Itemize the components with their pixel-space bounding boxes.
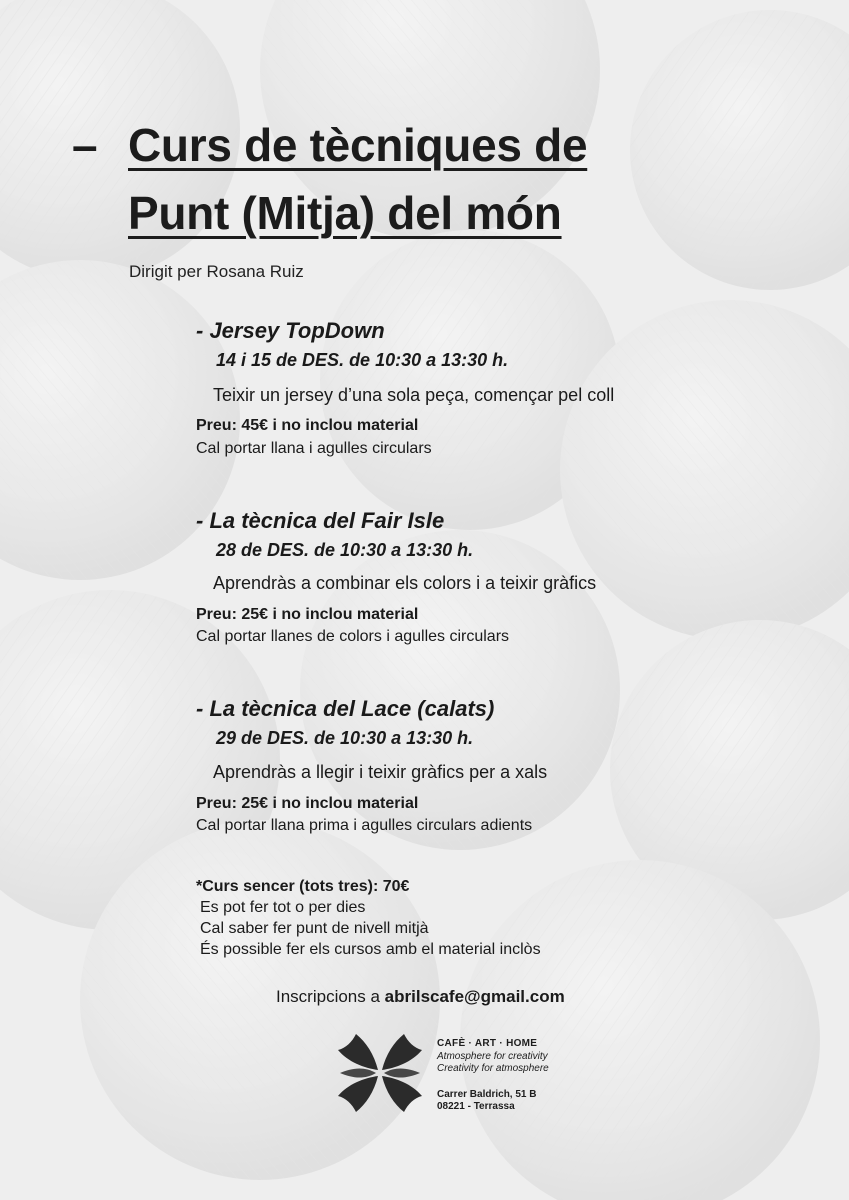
course-description: Aprendràs a llegir i teixir gràfics per a xals <box>213 762 548 782</box>
full-course-note: Cal saber fer punt de nivell mitjà <box>200 920 429 937</box>
signup-email-link[interactable]: abrilscafe@gmail.com <box>384 987 565 1006</box>
title-line-2: Punt (Mitja) del món <box>128 187 562 239</box>
brand-tagline-1: Atmosphere for creativity <box>437 1050 548 1062</box>
signup-line <box>276 987 565 1007</box>
course-requirements: Cal portar llana i agulles circulars <box>196 440 432 457</box>
title-line-1: Curs de tècniques de <box>128 119 588 171</box>
course-requirements: Cal portar llanes de colors i agulles circulars <box>196 628 510 645</box>
course-title: - La tècnica del Fair Isle <box>196 508 445 533</box>
course-date: 28 de DES. de 10:30 a 13:30 h. <box>216 540 474 560</box>
four-petal-flower-icon <box>334 1032 426 1114</box>
course-requirements: Cal portar llana prima i agulles circulars adients <box>196 817 533 834</box>
full-course-heading: *Curs sencer (tots tres): 70€ <box>196 878 410 895</box>
title-dash: – <box>72 119 98 171</box>
brand-address-1: Carrer Baldrich, 51 B <box>437 1088 537 1100</box>
course-description: Teixir un jersey d’una sola peça, començar pel coll <box>213 385 615 405</box>
course-price: Preu: 25€ i no inclou material <box>196 795 419 812</box>
signup-label: Inscripcions a <box>276 987 385 1006</box>
brand-name: CAFÈ · ART · HOME <box>437 1038 538 1049</box>
course-price: Preu: 25€ i no inclou material <box>196 606 419 623</box>
full-course-note: Es pot fer tot o per dies <box>200 899 366 916</box>
course-title: - Jersey TopDown <box>196 318 385 343</box>
course-date: 14 i 15 de DES. de 10:30 a 13:30 h. <box>216 350 509 370</box>
full-course-note: És possible fer els cursos amb el material inclòs <box>200 941 541 958</box>
brand-block <box>437 1038 549 1114</box>
subtitle: Dirigit per Rosana Ruiz <box>129 262 304 281</box>
course-date: 29 de DES. de 10:30 a 13:30 h. <box>216 728 474 748</box>
full-course-info <box>196 876 541 960</box>
brand-tagline-2: Creativity for atmosphere <box>437 1063 549 1074</box>
course-description: Aprendràs a combinar els colors i a teixir gràfics <box>213 573 597 593</box>
course-title: - La tècnica del Lace (calats) <box>196 696 495 721</box>
course-price: Preu: 45€ i no inclou material <box>196 417 419 434</box>
brand-address-2: 08221 - Terrassa <box>437 1101 515 1112</box>
